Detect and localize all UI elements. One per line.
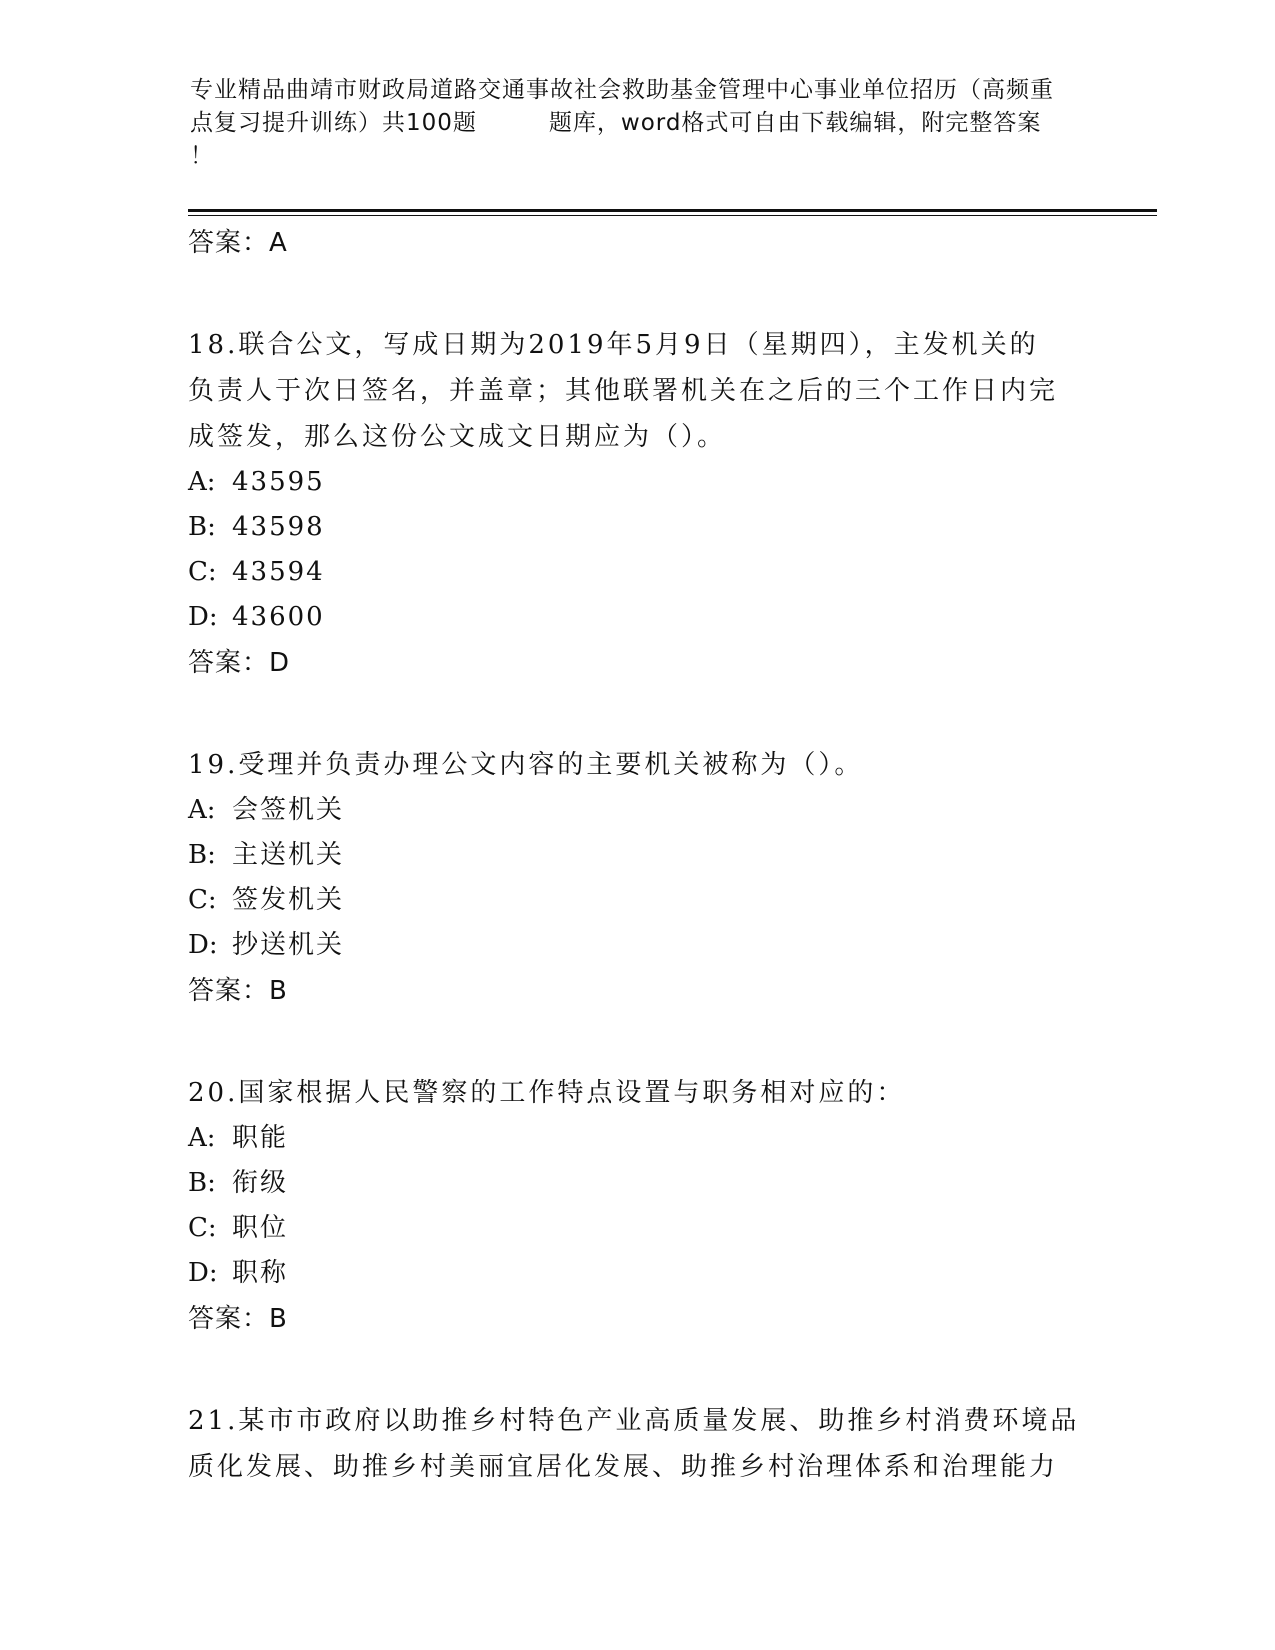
option-key: B: [188, 840, 216, 870]
option-b [188, 833, 1088, 878]
option-d [188, 1251, 1088, 1296]
option-key: A: [188, 1123, 216, 1153]
header-line: 专业精品曲靖市财政局道路交通事故社会救助基金管理中心事业单位招历（高频重 [190, 77, 1054, 103]
question-stem [188, 742, 1088, 788]
spacer [188, 1014, 1088, 1070]
option-text: 43600 [232, 602, 325, 632]
answer-line: 答案：B [188, 976, 288, 1006]
question-stem [188, 1398, 1088, 1490]
option-c [188, 878, 1088, 923]
option-d [188, 595, 1088, 640]
question-18 [188, 322, 1088, 686]
option-text: 职位 [232, 1213, 289, 1243]
option-key: C: [188, 557, 217, 587]
option-text: 主送机关 [232, 840, 345, 870]
stem-line: 负责人于次日签名，并盖章；其他联署机关在之后的三个工作日内完 [188, 376, 1059, 406]
spacer [188, 266, 1088, 322]
stem-line: 18.联合公文，写成日期为2019年5月9日（星期四），主发机关的 [188, 330, 1039, 360]
option-key: D: [188, 930, 218, 960]
option-c [188, 550, 1088, 595]
question-stem [188, 322, 1088, 460]
header-line: 点复习提升训练）共100题 题库，word格式可自由下载编辑，附完整答案 [190, 110, 1042, 136]
option-key: D: [188, 1258, 218, 1288]
option-c [188, 1206, 1088, 1251]
option-text: 43598 [232, 512, 325, 542]
option-text: 衔级 [232, 1168, 289, 1198]
option-key: A: [188, 795, 216, 825]
answer-line: 答案：B [188, 1304, 288, 1334]
stem-line: 19.受理并负责办理公文内容的主要机关被称为（）。 [188, 750, 864, 780]
answer-line: 答案：A [188, 228, 288, 258]
stem-line: 21.某市市政府以助推乡村特色产业高质量发展、助推乡村消费环境品 [188, 1406, 1080, 1436]
stem-line: 20.国家根据人民警察的工作特点设置与职务相对应的： [188, 1078, 906, 1108]
option-a [188, 1116, 1088, 1161]
stem-line: 成签发，那么这份公文成文日期应为（）。 [188, 422, 727, 452]
stem-line: 质化发展、助推乡村美丽宜居化发展、助推乡村治理体系和治理能力 [188, 1452, 1059, 1482]
header-divider-thick [188, 209, 1157, 212]
question-19 [188, 742, 1088, 1014]
option-key: A: [188, 467, 216, 497]
option-a [188, 788, 1088, 833]
option-text: 43595 [232, 467, 325, 497]
option-text: 43594 [232, 557, 325, 587]
header-divider-thin [188, 215, 1157, 216]
option-a [188, 460, 1088, 505]
option-key: D: [188, 602, 218, 632]
question-stem [188, 1070, 1088, 1116]
answer-line: 答案：D [188, 648, 291, 678]
option-text: 职称 [232, 1258, 289, 1288]
option-d [188, 923, 1088, 968]
option-text: 抄送机关 [232, 930, 345, 960]
option-key: B: [188, 1168, 216, 1198]
option-text: 职能 [232, 1123, 289, 1153]
question-list [188, 220, 1088, 1490]
header-line: ！ [190, 143, 214, 169]
option-b [188, 505, 1088, 550]
option-key: B: [188, 512, 216, 542]
question-21 [188, 1398, 1088, 1490]
option-key: C: [188, 885, 217, 915]
option-b [188, 1161, 1088, 1206]
question-20 [188, 1070, 1088, 1342]
option-text: 签发机关 [232, 885, 345, 915]
document-header [190, 74, 1090, 173]
spacer [188, 686, 1088, 742]
spacer [188, 1342, 1088, 1398]
option-key: C: [188, 1213, 217, 1243]
option-text: 会签机关 [232, 795, 345, 825]
